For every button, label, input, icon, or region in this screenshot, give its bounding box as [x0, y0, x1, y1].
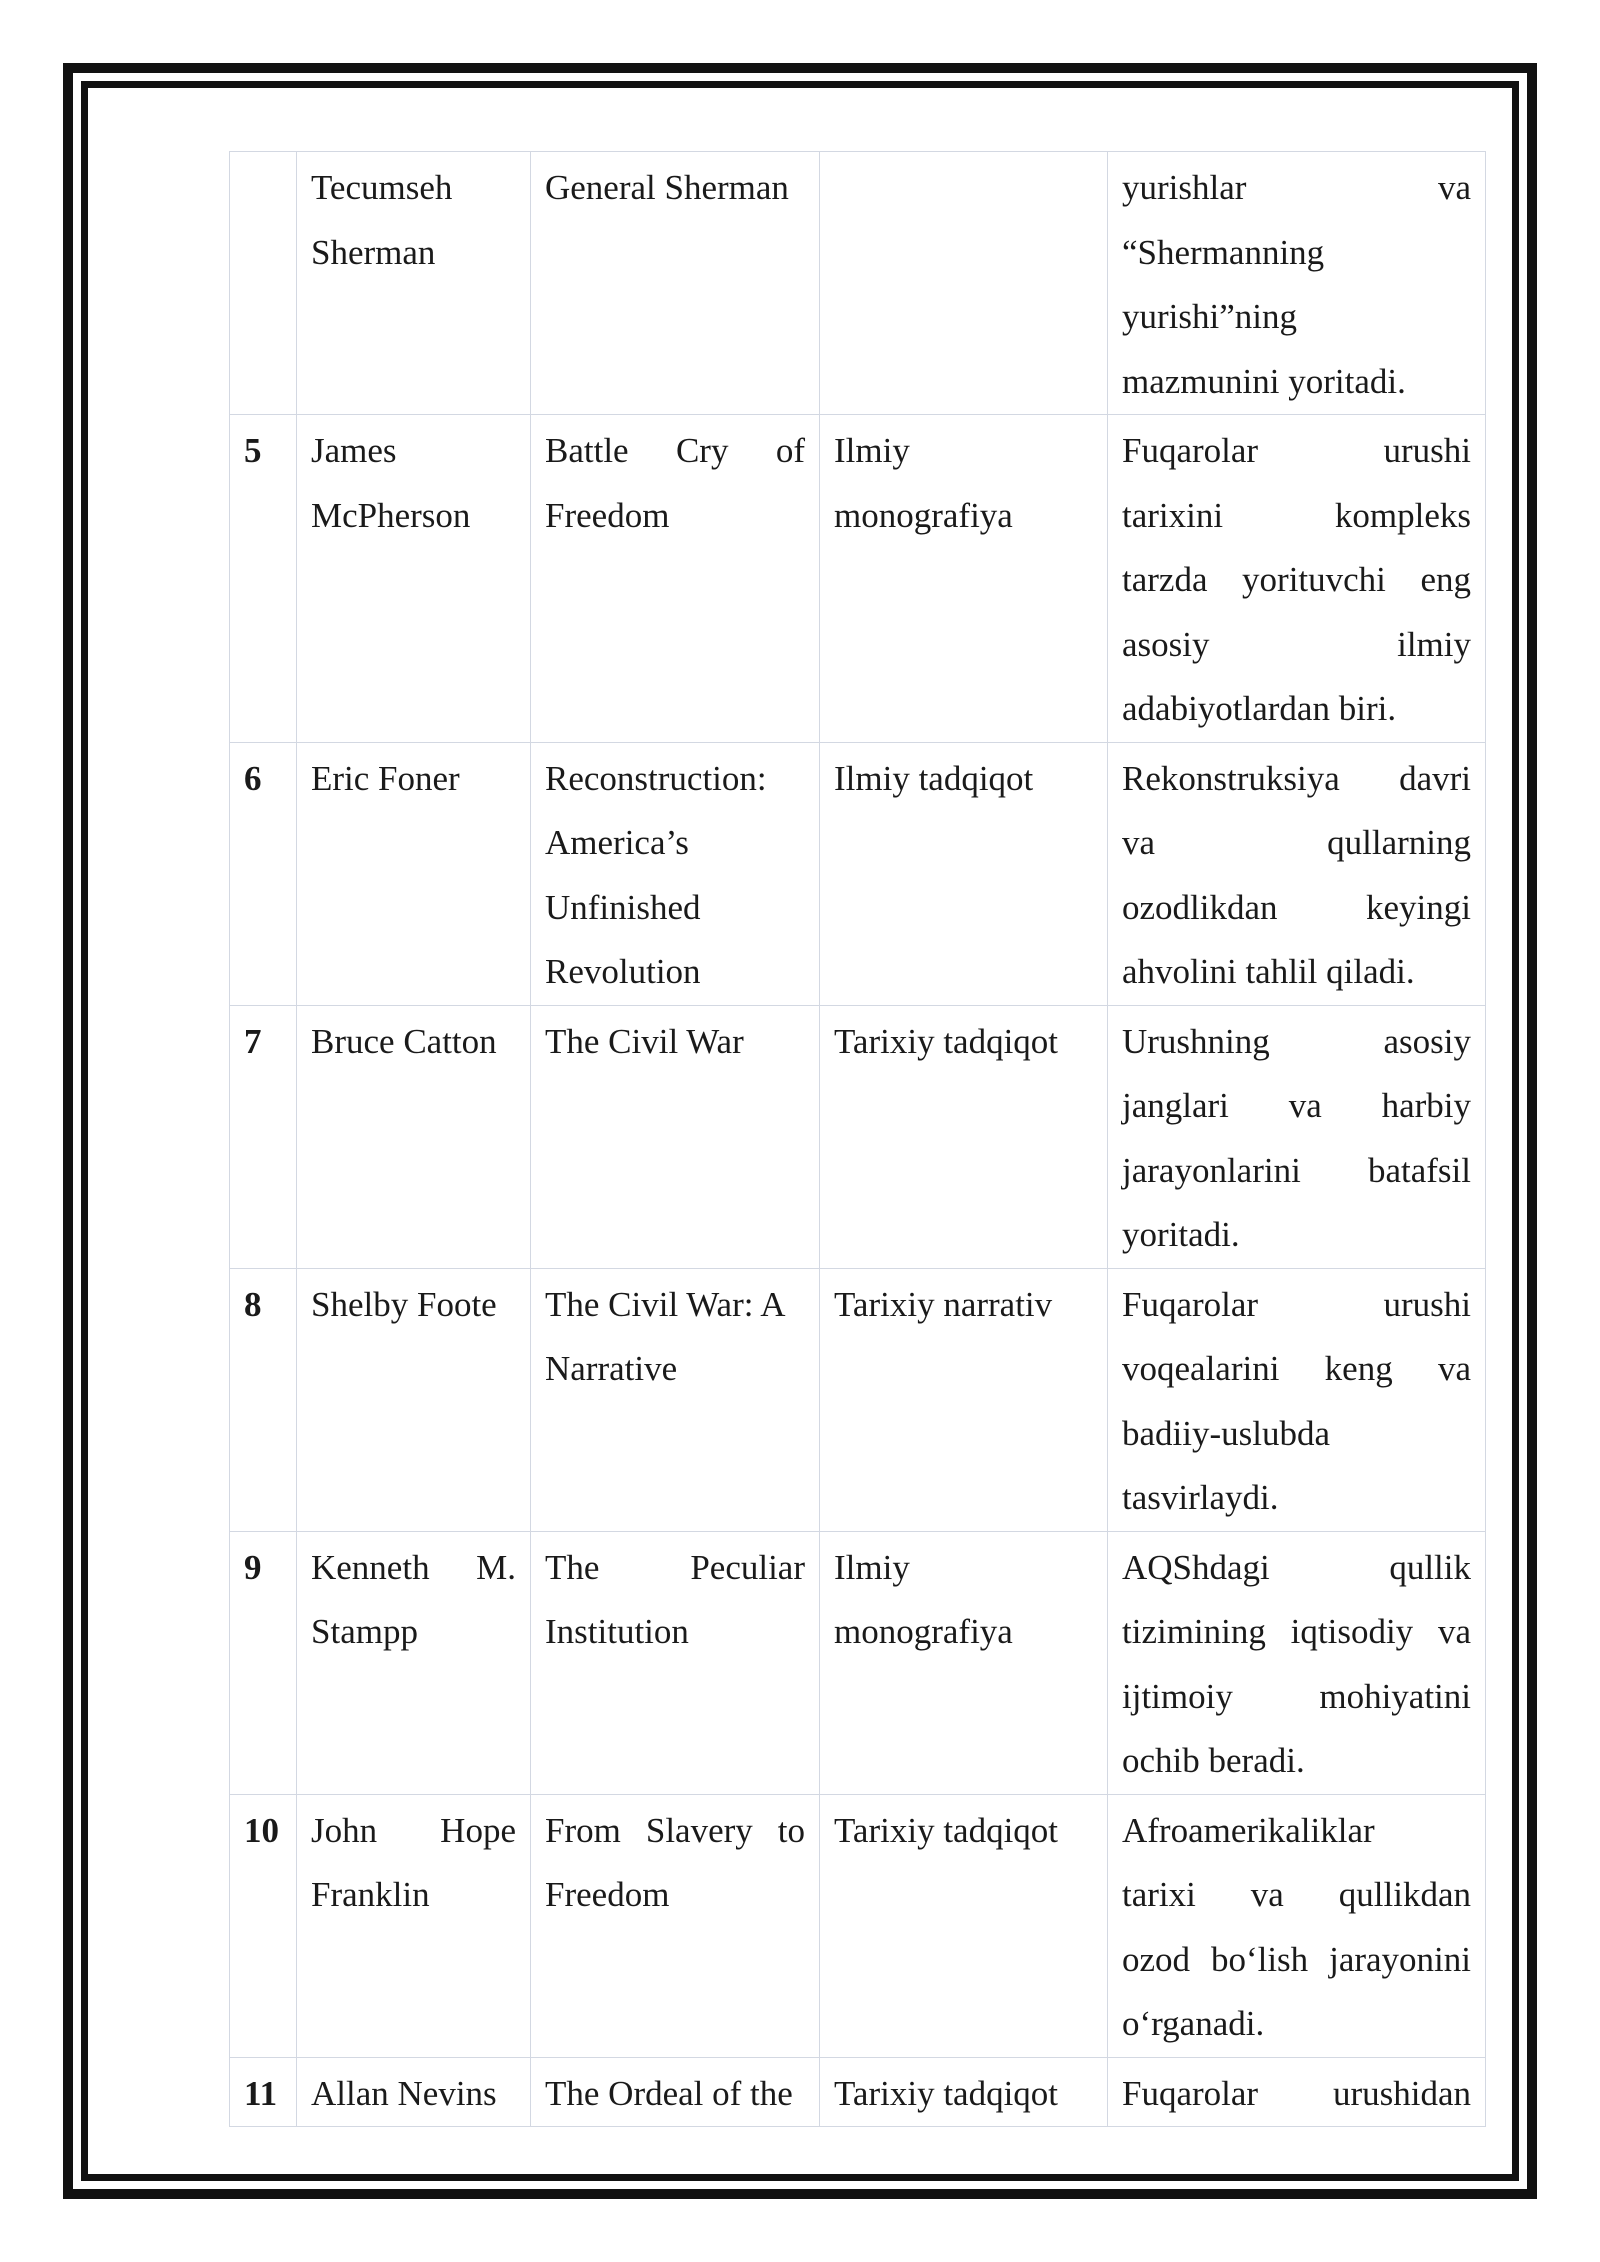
description-line: Fuqarolar urushi	[1122, 1284, 1471, 1324]
description-line: yurishlar va	[1122, 168, 1471, 207]
genre-cell: Tarixiy tadqiqot	[820, 1005, 1108, 1268]
description-line: adabiyotlardan biri.	[1122, 689, 1397, 728]
title-line: From Slavery to	[545, 1810, 805, 1850]
row-number: 11	[230, 2057, 297, 2127]
description-line: va qullarning	[1122, 823, 1471, 862]
author-cell: Bruce Catton	[297, 1005, 531, 1268]
description-line: yurishi”ning	[1122, 297, 1297, 336]
description-cell	[1108, 415, 1486, 743]
title-line: Narrative	[545, 1349, 678, 1388]
description-line: AQShdagi qullik	[1122, 1547, 1471, 1587]
genre-cell: Ilmiy monografiya	[820, 1531, 1108, 1794]
author-line: John Hope	[311, 1810, 516, 1850]
description-line: tarzda yorituvchi eng	[1122, 560, 1471, 599]
description-line: ahvolini tahlil qiladi.	[1122, 952, 1415, 991]
description-line: Fuqarolar urushidan	[1122, 2073, 1471, 2113]
author-cell	[297, 1531, 531, 1794]
author-cell: Tecumseh Sherman	[297, 152, 531, 415]
description-line: voqealarini keng va	[1122, 1349, 1471, 1388]
description-line: asosiy ilmiy	[1122, 624, 1471, 664]
author-line: Kenneth M.	[311, 1547, 516, 1587]
row-number: 6	[230, 742, 297, 1005]
description-cell	[1108, 742, 1486, 1005]
description-cell	[1108, 152, 1486, 415]
title-line: America’s	[545, 823, 689, 862]
description-line: tarixi va qullikdan	[1122, 1875, 1471, 1914]
description-line: mazmunini yoritadi.	[1122, 361, 1406, 401]
title-cell	[531, 1794, 820, 2057]
table-row	[230, 1268, 1486, 1531]
title-line: Freedom	[545, 1875, 670, 1914]
genre-cell: Ilmiy tadqiqot	[820, 742, 1108, 1005]
description-line: jarayonlarini batafsil	[1122, 1150, 1471, 1190]
genre-cell: Ilmiy monografiya	[820, 415, 1108, 743]
author-cell: Eric Foner	[297, 742, 531, 1005]
table-row	[230, 2057, 1486, 2127]
description-line: badiiy-uslubda	[1122, 1413, 1331, 1453]
title-line: Reconstruction:	[545, 758, 767, 798]
genre-cell: Tarixiy tadqiqot	[820, 1794, 1108, 2057]
genre-cell: Tarixiy narrativ	[820, 1268, 1108, 1531]
title-cell	[531, 415, 820, 743]
description-line: tizimining iqtisodiy va	[1122, 1612, 1471, 1651]
description-line: ijtimoiy mohiyatini	[1122, 1676, 1471, 1716]
table-row	[230, 1794, 1486, 2057]
title-cell	[531, 1268, 820, 1531]
row-number: 8	[230, 1268, 297, 1531]
title-cell: The Ordeal of the	[531, 2057, 820, 2127]
table-row	[230, 1005, 1486, 1268]
row-number: 10	[230, 1794, 297, 2057]
description-line: tasvirlaydi.	[1122, 1478, 1279, 1517]
table-row	[230, 152, 1486, 415]
row-number: 5	[230, 415, 297, 743]
genre-cell: Tarixiy tadqiqot	[820, 2057, 1108, 2127]
description-line: o‘rganadi.	[1122, 2004, 1265, 2043]
author-cell: James McPherson	[297, 415, 531, 743]
title-cell: The Civil War	[531, 1005, 820, 1268]
title-line: The Civil War: A	[545, 1284, 786, 1324]
title-cell	[531, 1531, 820, 1794]
description-line: ochib beradi.	[1122, 1741, 1305, 1780]
title-line: Battle Cry of	[545, 431, 805, 470]
author-line: Franklin	[311, 1875, 430, 1914]
literature-table	[229, 151, 1486, 2127]
description-cell	[1108, 2057, 1486, 2127]
description-line: Urushning asosiy	[1122, 1021, 1471, 1061]
title-line: Freedom	[545, 495, 670, 535]
description-cell	[1108, 1531, 1486, 1794]
title-line: Revolution	[545, 952, 701, 991]
description-line: yoritadi.	[1122, 1215, 1240, 1254]
genre-cell	[820, 152, 1108, 415]
row-number: 9	[230, 1531, 297, 1794]
title-line: Unfinished	[545, 887, 701, 927]
description-cell	[1108, 1005, 1486, 1268]
title-cell	[531, 742, 820, 1005]
description-line: Rekonstruksiya davri	[1122, 758, 1471, 798]
description-line: tarixini kompleks	[1122, 495, 1471, 535]
row-number	[230, 152, 297, 415]
description-line: Fuqarolar urushi	[1122, 431, 1471, 470]
description-line: Afroamerikaliklar	[1122, 1810, 1375, 1850]
title-line: Institution	[545, 1612, 689, 1651]
description-line: “Shermanning	[1122, 232, 1325, 272]
description-line: janglari va harbiy	[1122, 1086, 1471, 1125]
author-cell	[297, 1794, 531, 2057]
table-row	[230, 742, 1486, 1005]
description-line: ozod bo‘lish jarayonini	[1122, 1939, 1471, 1979]
table-row	[230, 415, 1486, 743]
table-row	[230, 1531, 1486, 1794]
description-line: ozodlikdan keyingi	[1122, 887, 1471, 927]
author-cell: Shelby Foote	[297, 1268, 531, 1531]
author-cell: Allan Nevins	[297, 2057, 531, 2127]
description-cell	[1108, 1268, 1486, 1531]
row-number: 7	[230, 1005, 297, 1268]
description-cell	[1108, 1794, 1486, 2057]
author-line: Stampp	[311, 1612, 418, 1651]
title-line: The Peculiar	[545, 1547, 805, 1587]
title-cell: General Sherman	[531, 152, 820, 415]
